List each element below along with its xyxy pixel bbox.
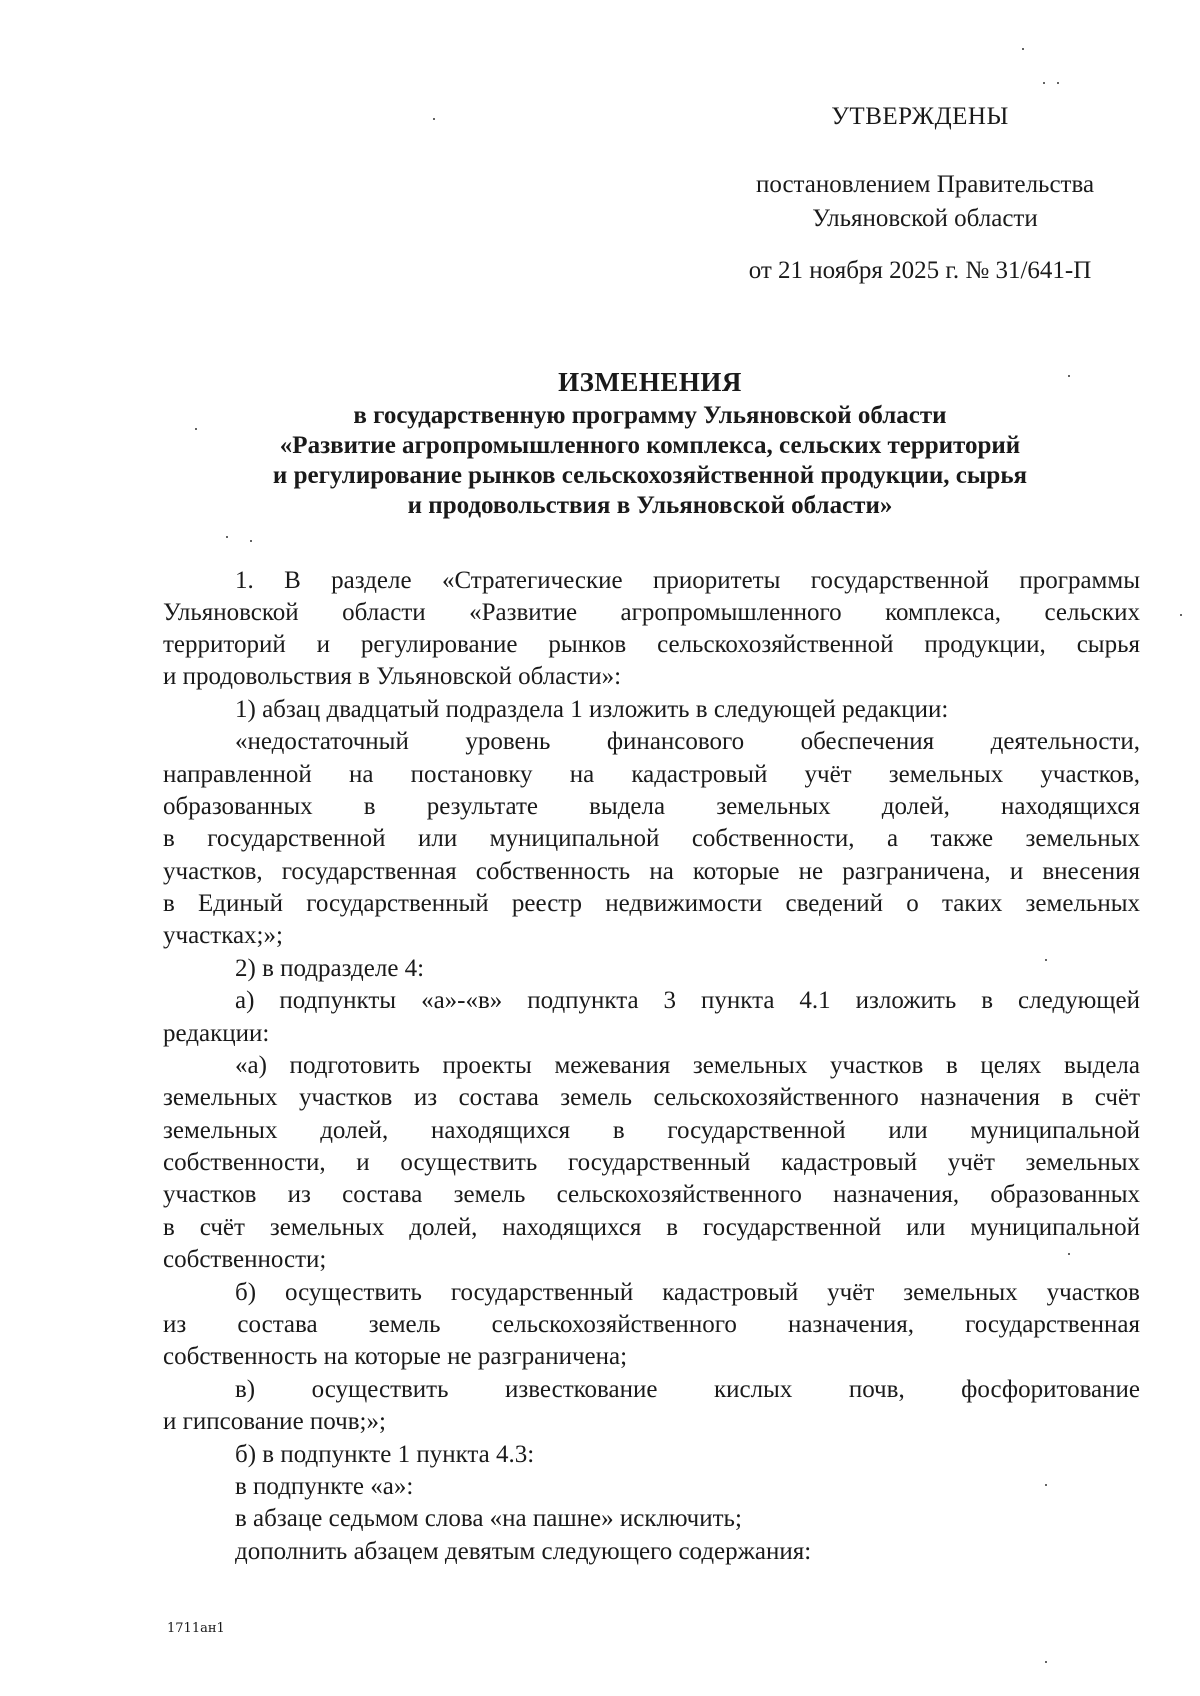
scan-speck (226, 536, 228, 538)
scan-speck (1045, 959, 1047, 961)
body-line: и гипсование почв;»; (163, 1408, 386, 1435)
body-line: в Единый государственный реестр недвижимости сведений о таких земельных (163, 890, 1140, 917)
decree-line-2: Ульяновской области (812, 205, 1038, 232)
title-line: в государственную программу Ульяновской области (353, 402, 947, 429)
scan-speck (1180, 614, 1182, 616)
scan-speck (1043, 82, 1045, 84)
scan-speck (1057, 82, 1059, 84)
body-line: 1) абзац двадцатый подраздела 1 изложить в следующей редакции: (235, 696, 949, 723)
body-line: собственность на которые не разграничена; (163, 1343, 628, 1370)
scan-speck (1045, 1484, 1047, 1486)
body-line: земельных долей, находящихся в государственной или муниципальной (163, 1117, 1140, 1144)
scan-speck (250, 540, 252, 542)
body-line: в счёт земельных долей, находящихся в государственной или муниципальной (163, 1214, 1140, 1241)
body-line: 1. В разделе «Стратегические приоритеты государственной программы (235, 567, 1140, 594)
title-line: «Развитие агропромышленного комплекса, сельских территорий (279, 432, 1021, 459)
body-line: из состава земель сельскохозяйственного назначения, государственная (163, 1311, 1140, 1338)
body-line: земельных участков из состава земель сельскохозяйственного назначения в счёт (163, 1084, 1140, 1111)
body-line: в подпункте «а»: (235, 1473, 414, 1500)
body-line: «а) подготовить проекты межевания земельных участков в целях выдела (235, 1052, 1140, 1079)
body-line: участков из состава земель сельскохозяйственного назначения, образованных (163, 1181, 1140, 1208)
body-line: и продовольствия в Ульяновской области»: (163, 663, 622, 690)
body-line: в) осуществить известкование кислых почв, фосфоритование (235, 1376, 1140, 1403)
body-line: Ульяновской области «Развитие агропромышленного комплекса, сельских (163, 599, 1140, 626)
document-code: 1711ан1 (167, 1621, 225, 1636)
body-line: образованных в результате выдела земельных долей, находящихся (163, 793, 1140, 820)
scan-speck (1045, 1661, 1047, 1663)
body-line: б) в подпункте 1 пункта 4.3: (235, 1441, 535, 1468)
scan-speck (1068, 1253, 1070, 1255)
scan-speck (1022, 48, 1024, 50)
body-line: участках;»; (163, 922, 283, 949)
body-line: территорий и регулирование рынков сельскохозяйственной продукции, сырья (163, 631, 1140, 658)
title-line: и регулирование рынков сельскохозяйственной продукции, сырья (272, 462, 1028, 489)
approval-label: УТВЕРЖДЕНЫ (831, 103, 1009, 130)
body-line: направленной на постановку на кадастровый учёт земельных участков, (163, 761, 1140, 788)
scan-speck (433, 118, 435, 120)
body-line: собственности; (163, 1246, 327, 1273)
scan-speck (195, 428, 197, 430)
title-line: и продовольствия в Ульяновской области» (407, 492, 893, 519)
body-line: а) подпункты «а»-«в» подпункта 3 пункта 4.1 изложить в следующей (235, 987, 1140, 1014)
body-line: редакции: (163, 1020, 270, 1047)
body-line: собственности, и осуществить государственный кадастровый учёт земельных (163, 1149, 1140, 1176)
body-line: б) осуществить государственный кадастровый учёт земельных участков (235, 1279, 1140, 1306)
body-line: 2) в подразделе 4: (235, 955, 425, 982)
scan-speck (1068, 375, 1070, 377)
decree-date: от 21 ноября 2025 г. № 31/641-П (748, 257, 1092, 284)
decree-line-1: постановлением Правительства (755, 171, 1095, 198)
body-line: в государственной или муниципальной собственности, а также земельных (163, 825, 1140, 852)
body-line: дополнить абзацем девятым следующего содержания: (235, 1538, 812, 1565)
body-line: участков, государственная собственность на которые не разграничена, и внесения (163, 858, 1140, 885)
body-line: в абзаце седьмом слова «на пашне» исключить; (235, 1505, 742, 1532)
document-title: ИЗМЕНЕНИЯ (558, 367, 742, 397)
body-line: «недостаточный уровень финансового обеспечения деятельности, (235, 728, 1140, 755)
